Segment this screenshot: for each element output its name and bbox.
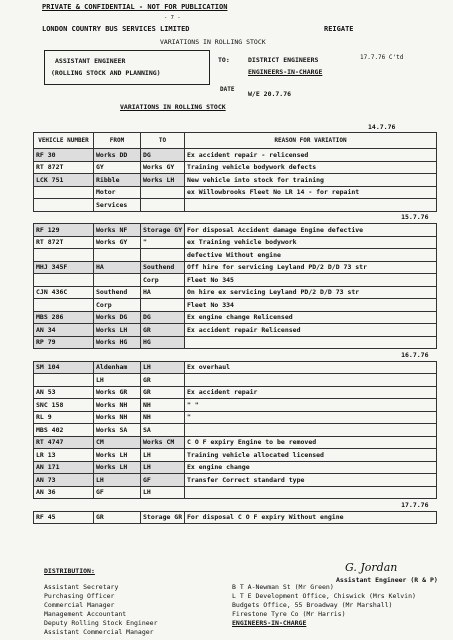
date-separator: 15.7.76 — [401, 213, 429, 222]
reason-cell: Training vehicle allocated licensed — [185, 449, 437, 462]
date-separator: 17.7.76 — [401, 500, 429, 509]
company-name: LONDON COUNTRY BUS SERVICES LIMITED — [42, 25, 190, 33]
reason-cell: " " — [185, 399, 437, 412]
vehicle-number-cell — [34, 374, 94, 387]
col-from-header: FROM — [94, 133, 141, 149]
reason-cell: " — [185, 411, 437, 424]
distribution-recipient: B T A-Newman St (Mr Green) — [232, 583, 334, 591]
vehicle-number-cell: RP 79 — [34, 336, 94, 349]
reason-cell — [185, 336, 437, 349]
reason-cell: Transfer Correct standard type — [185, 474, 437, 487]
from-cell: HA — [94, 261, 141, 274]
table-title: VARIATIONS IN ROLLING STOCK — [120, 103, 226, 111]
table-row — [34, 161, 437, 174]
to-cell: SA — [141, 424, 185, 437]
date-separator: 16.7.76 — [401, 350, 429, 359]
to-label: TO: — [218, 56, 230, 64]
vehicle-number-cell: LCK 751 — [34, 174, 94, 187]
from-cell — [94, 274, 141, 287]
col-reason-header: REASON FOR VARIATION — [185, 133, 437, 149]
table-row — [34, 399, 437, 412]
vehicle-number-cell: LR 13 — [34, 449, 94, 462]
table-row — [34, 224, 437, 237]
reason-cell: Fleet No 334 — [185, 299, 437, 312]
reason-cell — [185, 424, 437, 437]
vehicle-number-cell: AN 34 — [34, 324, 94, 337]
document-subject: VARIATIONS IN ROLLING STOCK — [160, 38, 266, 46]
table-row — [34, 249, 437, 262]
reason-cell: Ex accident repair - relicensed — [185, 149, 437, 162]
reason-cell: ex Training vehicle bodywork — [185, 236, 437, 249]
from-cell: Corp — [94, 299, 141, 312]
table-row — [34, 511, 437, 524]
to-line2: ENGINEERS-IN-CHARGE — [248, 68, 323, 76]
vehicle-number-cell: RT 4747 — [34, 436, 94, 449]
distribution-recipient: L T E Development Office, Chiswick (Mrs Kelvin) — [232, 592, 416, 600]
to-cell: Southend — [141, 261, 185, 274]
reason-cell: defective Without engine — [185, 249, 437, 262]
distribution-recipient: Firestone Tyre Co (Mr Harris) — [232, 610, 346, 618]
from-cell: Works LH — [94, 449, 141, 462]
vehicle-number-cell — [34, 299, 94, 312]
col-vehicle-header: VEHICLE NUMBER — [34, 133, 94, 149]
vehicle-number-cell: MBS 286 — [34, 311, 94, 324]
vehicle-number-cell: SM 104 — [34, 361, 94, 374]
from-cell: Works DG — [94, 311, 141, 324]
table-row — [34, 149, 437, 162]
to-cell: Storage GR — [141, 511, 185, 524]
reason-cell — [185, 374, 437, 387]
to-cell: LH — [141, 486, 185, 499]
table-row — [34, 174, 437, 187]
distribution-recipient: Deputy Rolling Stock Engineer — [44, 619, 158, 627]
from-cell: Motor — [94, 186, 141, 199]
from-line1: ASSISTANT ENGINEER — [55, 57, 126, 65]
reason-cell: ex Willowbrooks Fleet No LR 14 - for repaint — [185, 186, 437, 199]
signature-code: (R & P) — [410, 576, 438, 584]
reason-cell: Off hire for servicing Leyland PD/2 D/D 73 str — [185, 261, 437, 274]
from-cell: Works NF — [94, 224, 141, 237]
to-cell: GR — [141, 374, 185, 387]
reason-cell: New vehicle into stock for training — [185, 174, 437, 187]
from-cell: CM — [94, 436, 141, 449]
to-cell: GR — [141, 324, 185, 337]
from-cell: GF — [94, 486, 141, 499]
vehicle-number-cell: RT 872T — [34, 236, 94, 249]
vehicle-number-cell: SNC 158 — [34, 399, 94, 412]
vehicle-number-cell: AN 171 — [34, 461, 94, 474]
reason-cell: C O F expiry Engine to be removed — [185, 436, 437, 449]
reason-cell: Ex engine change — [185, 461, 437, 474]
table-body — [34, 149, 437, 524]
table-row — [34, 299, 437, 312]
table-row — [34, 186, 437, 199]
to-cell: HG — [141, 336, 185, 349]
table-row — [34, 424, 437, 437]
vehicle-number-cell: AN 36 — [34, 486, 94, 499]
reason-cell: Ex accident repair — [185, 386, 437, 399]
table-row — [34, 349, 437, 362]
location: REIGATE — [324, 25, 354, 33]
table-row — [34, 486, 437, 499]
table-row — [34, 374, 437, 387]
to-cell: GF — [141, 474, 185, 487]
to-cell: LH — [141, 449, 185, 462]
table-row — [34, 386, 437, 399]
vehicle-number-cell — [34, 199, 94, 212]
table-row — [34, 261, 437, 274]
vehicle-number-cell: RT 872T — [34, 161, 94, 174]
table-row — [34, 336, 437, 349]
from-cell: GY — [94, 161, 141, 174]
vehicle-number-cell: RF 129 — [34, 224, 94, 237]
table-row — [34, 474, 437, 487]
to-cell: Works LH — [141, 174, 185, 187]
to-cell: NH — [141, 399, 185, 412]
reason-cell: For disposal Accident damage Engine defective — [185, 224, 437, 237]
to-cell: Storage GY — [141, 224, 185, 237]
variations-table — [33, 132, 437, 524]
to-cell — [141, 249, 185, 262]
table-row — [34, 461, 437, 474]
to-cell — [141, 199, 185, 212]
from-cell: Works GY — [94, 236, 141, 249]
reason-cell: Ex overhaul — [185, 361, 437, 374]
to-cell: GR — [141, 386, 185, 399]
table-row — [34, 361, 437, 374]
first-date: 14.7.76 — [368, 123, 396, 131]
from-cell: Works LH — [94, 324, 141, 337]
from-cell: Ribble — [94, 174, 141, 187]
signature-title — [336, 577, 438, 584]
reason-cell: For disposal C O F expiry Without engine — [185, 511, 437, 524]
from-cell: Works SA — [94, 424, 141, 437]
to-line1: DISTRICT ENGINEERS — [248, 56, 319, 64]
from-cell — [94, 249, 141, 262]
from-cell: GR — [94, 511, 141, 524]
confidential-header: PRIVATE & CONFIDENTIAL - NOT FOR PUBLICATION — [42, 3, 228, 11]
table-row — [34, 236, 437, 249]
table-row — [34, 324, 437, 337]
reason-cell — [185, 199, 437, 212]
distribution-recipient: Management Accountant — [44, 610, 127, 618]
to-cell: Works CM — [141, 436, 185, 449]
from-cell: Works DD — [94, 149, 141, 162]
vehicle-number-cell: RL 9 — [34, 411, 94, 424]
from-cell: Works LH — [94, 461, 141, 474]
vehicle-number-cell — [34, 186, 94, 199]
table-row — [34, 499, 437, 512]
to-cell: Works GY — [141, 161, 185, 174]
reason-cell: Ex accident repair Relicensed — [185, 324, 437, 337]
vehicle-number-cell: AN 53 — [34, 386, 94, 399]
reason-cell: Training vehicle bodywork defects — [185, 161, 437, 174]
vehicle-number-cell: CJN 436C — [34, 286, 94, 299]
table-row — [34, 411, 437, 424]
table-row — [34, 286, 437, 299]
to-cell: DG — [141, 149, 185, 162]
from-cell: Southend — [94, 286, 141, 299]
from-cell: LH — [94, 474, 141, 487]
table-row — [34, 436, 437, 449]
distribution-recipient: Commercial Manager — [44, 601, 115, 609]
distribution-recipient: ENGINEERS-IN-CHARGE — [232, 619, 307, 627]
continued-date: 17.7.76 C'td — [360, 54, 404, 61]
to-cell: DG — [141, 311, 185, 324]
vehicle-number-cell — [34, 274, 94, 287]
distribution-label: DISTRIBUTION: — [44, 567, 95, 575]
to-cell: Corp — [141, 274, 185, 287]
vehicle-number-cell: MBS 402 — [34, 424, 94, 437]
to-cell — [141, 299, 185, 312]
from-cell: Works NH — [94, 411, 141, 424]
to-cell: HA — [141, 286, 185, 299]
distribution-recipient: Budgets Office, 55 Broadway (Mr Marshall) — [232, 601, 393, 609]
signature-role: Assistant Engineer — [336, 576, 407, 584]
from-cell: Works GR — [94, 386, 141, 399]
col-to-header: TO — [141, 133, 185, 149]
table-row — [34, 211, 437, 224]
table-row — [34, 449, 437, 462]
reason-cell: Fleet No 345 — [185, 274, 437, 287]
from-cell: Aldenham — [94, 361, 141, 374]
reason-cell — [185, 486, 437, 499]
signature: G. Jordan — [345, 561, 398, 574]
from-cell: Works HG — [94, 336, 141, 349]
to-cell: " — [141, 236, 185, 249]
week-ending: W/E 20.7.76 — [248, 90, 292, 98]
from-line2: (ROLLING STOCK AND PLANNING) — [51, 69, 161, 77]
vehicle-number-cell: MHJ 345F — [34, 261, 94, 274]
table-row — [34, 311, 437, 324]
table-header-row — [34, 133, 437, 149]
distribution-recipient: Assistant Commercial Manager — [44, 628, 154, 636]
vehicle-number-cell: AN 73 — [34, 474, 94, 487]
from-cell: Works NH — [94, 399, 141, 412]
table-row — [34, 199, 437, 212]
reason-cell: Ex engine change Relicensed — [185, 311, 437, 324]
to-cell: NH — [141, 411, 185, 424]
vehicle-number-cell — [34, 249, 94, 262]
reason-cell: On hire ex servicing Leyland PD/2 D/D 73 str — [185, 286, 437, 299]
table-row — [34, 274, 437, 287]
distribution-recipient: Purchasing Officer — [44, 592, 115, 600]
vehicle-number-cell: RF 45 — [34, 511, 94, 524]
from-cell: Services — [94, 199, 141, 212]
date-label: DATE — [220, 86, 235, 93]
vehicle-number-cell: RF 30 — [34, 149, 94, 162]
distribution-recipient: Assistant Secretary — [44, 583, 119, 591]
to-cell: LH — [141, 361, 185, 374]
to-cell: LH — [141, 461, 185, 474]
to-cell — [141, 186, 185, 199]
page-mark: - 7 - — [164, 15, 181, 21]
from-cell: LH — [94, 374, 141, 387]
from-box — [44, 50, 210, 85]
